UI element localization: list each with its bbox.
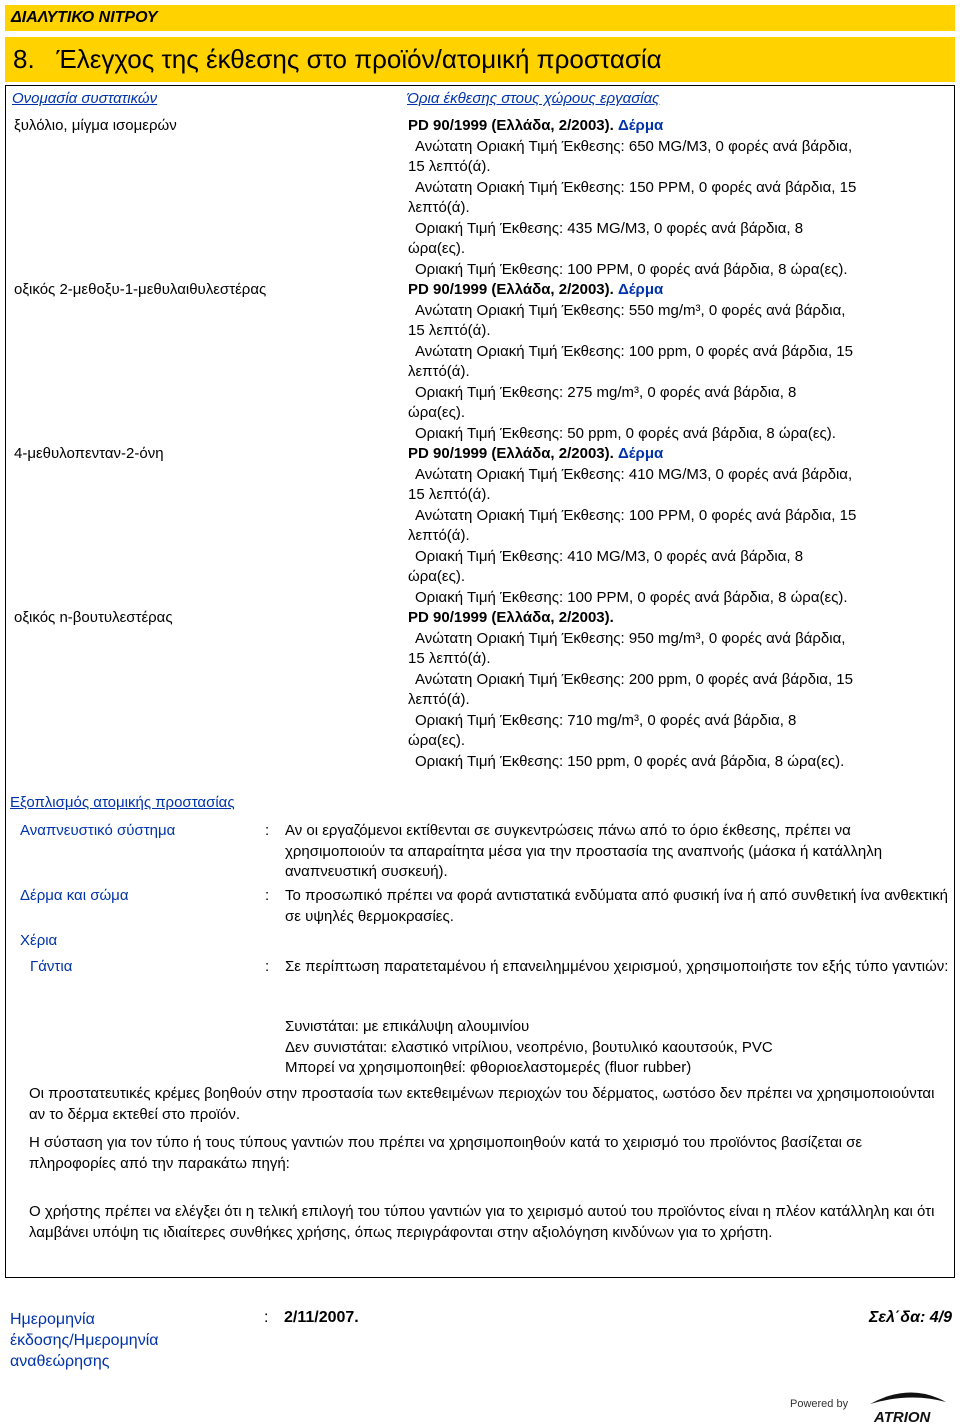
footer-date-label: Ημερομηνία έκδοσης/Ημερομηνία αναθεώρησης (10, 1311, 159, 1370)
document-title: ΔΙΑΛΥΤΙΚΟ ΝΙΤΡΟΥ (11, 9, 158, 26)
limit-line: Οριακή Τιμή Έκθεσης: 100 PPM, 0 φορές ανά βάρδια, 8 ώρα(ες). (415, 260, 848, 278)
limit-line: λεπτό(ά). (408, 363, 470, 380)
limit-line: Οριακή Τιμή Έκθεσης: 100 PPM, 0 φορές ανά βάρδια, 8 ώρα(ες). (415, 588, 848, 606)
section-header (5, 37, 955, 82)
limit-line: ώρα(ες). (408, 568, 465, 585)
component-name: ξυλόλιο, μίγμα ισομερών (14, 117, 177, 134)
document-title-bar (5, 5, 955, 31)
limit-line: Ανώτατη Οριακή Τιμή Έκθεσης: 650 MG/M3, 0 φορές ανά βάρδια, (415, 137, 853, 155)
page-number: Σελ΄δα: 4/9 (868, 1309, 952, 1326)
limit-line: 15 λεπτό(ά). (408, 158, 491, 175)
skin-text: Το προσωπικό πρέπει να φορά αντιστατικά ενδύματα από φυσική ίνα ή από συνθετική ίνα ανθεκτική σε υψηλές θερμοκρασίες. (285, 887, 948, 925)
paragraph-user-check: Ο χρήστης πρέπει να ελέγξει ότι η τελική επιλογή του τύπου γαντιών για το χειρισμό αυτού του προϊόντος είναι η πλέον κατάλληλη και ότι λαμβάνει υπόψη τις ιδιαίτερες συνθήκες χρήσης, όπως περιγράφονται στην αξιολόγηση κινδύνων για το χρήστη. (29, 1203, 935, 1241)
limit-regulation: PD 90/1999 (Ελλάδα, 2/2003). Δέρμα (408, 281, 664, 298)
limit-line: ώρα(ες). (408, 732, 465, 749)
limit-line: 15 λεπτό(ά). (408, 650, 491, 667)
skin-label: Δέρμα και σώμα (20, 887, 129, 904)
footer-colon: : (264, 1309, 269, 1326)
limit-line: 15 λεπτό(ά). (408, 486, 491, 503)
limit-regulation: PD 90/1999 (Ελλάδα, 2/2003). Δέρμα (408, 445, 664, 462)
glove-recommended: Συνιστάται: με επικάλυψη αλουμινίου (285, 1018, 530, 1035)
glove-recommendations (285, 1017, 950, 1079)
logo-text: ATRION (874, 1409, 931, 1426)
hands-label: Χέρια (20, 932, 58, 949)
respiratory-text: Αν οι εργαζόμενοι εκτίθενται σε συγκεντρώσεις πάνω από το όριο έκθεσης, πρέπει να χρησιμοποιούν τα απαραίτητα μέσα για την προστασία της αναπνοής (μάσκα ή κατάλληλη αναπνευστική συσκευή). (285, 822, 883, 880)
atrion-logo-icon (830, 1388, 950, 1426)
ppe-title: Εξοπλισμός ατομικής προστασίας (10, 794, 235, 811)
exposure-limits (408, 116, 948, 280)
limit-line: λεπτό(ά). (408, 199, 470, 216)
component-name: οξικός 2-μεθοξυ-1-μεθυλαιθυλεστέρας (14, 281, 267, 298)
limit-line: ώρα(ες). (408, 404, 465, 421)
limit-line: Ανώτατη Οριακή Τιμή Έκθεσης: 950 mg/m³, 0 φορές ανά βάρδια, (415, 629, 846, 647)
limit-line: Οριακή Τιμή Έκθεσης: 410 MG/M3, 0 φορές ανά βάρδια, 8 (415, 547, 804, 565)
colon: : (265, 887, 270, 904)
component-name: οξικός n-βουτυλεστέρας (14, 609, 173, 626)
limit-line: Οριακή Τιμή Έκθεσης: 50 ppm, 0 φορές ανά βάρδια, 8 ώρα(ες). (415, 424, 836, 442)
limit-line: Οριακή Τιμή Έκθεσης: 435 MG/M3, 0 φορές ανά βάρδια, 8 (415, 219, 804, 237)
limit-line: 15 λεπτό(ά). (408, 322, 491, 339)
exposure-limits (408, 608, 948, 772)
paragraph-protective-creams: Οι προστατευτικές κρέμες βοηθούν στην προστασία των εκτεθειμένων περιοχών του δέρματος, ωστόσο δεν πρέπει να χρησιμοποιούνται αν το δέρμα εκτεθεί στο προϊόν. (29, 1085, 935, 1123)
section-title (13, 44, 662, 75)
limit-line: Οριακή Τιμή Έκθεσης: 150 ppm, 0 φορές ανά βάρδια, 8 ώρα(ες). (415, 752, 845, 770)
footer-date-value: 2/11/2007. (284, 1309, 359, 1326)
limit-line: λεπτό(ά). (408, 691, 470, 708)
glove-not-recommended: Δεν συνιστάται: ελαστικό νιτρίλιου, νεοπρένιο, βουτυλικό καουτσούκ, PVC (285, 1038, 773, 1056)
limit-line: ώρα(ες). (408, 240, 465, 257)
respiratory-label: Αναπνευστικό σύστημα (20, 822, 176, 839)
colon: : (265, 958, 270, 975)
limit-line: Οριακή Τιμή Έκθεσης: 710 mg/m³, 0 φορές ανά βάρδια, 8 (415, 711, 797, 729)
col-header-limits: Όρια έκθεσης στους χώρους εργασίας (407, 90, 660, 107)
limit-line: Ανώτατη Οριακή Τιμή Έκθεσης: 410 MG/M3, 0 φορές ανά βάρδια, (415, 465, 853, 483)
col-header-component: Ονομασία συστατικών (12, 90, 158, 107)
exposure-limits (408, 280, 948, 444)
section-number: 8. (13, 44, 35, 74)
glove-may-use: Μπορεί να χρησιμοποιηθεί: φθοριοελαστομερές (fluor rubber) (285, 1059, 692, 1076)
paragraph-glove-source: Η σύσταση για τον τύπο ή τους τύπους γαντιών που πρέπει να χρησιμοποιηθούν κατά το χειρισμό του προϊόντος βασίζεται σε πληροφορίες από την παρακάτω πηγή: (29, 1134, 863, 1172)
limit-regulation: PD 90/1999 (Ελλάδα, 2/2003). Δέρμα (408, 117, 664, 134)
gloves-label: Γάντια (30, 958, 73, 975)
limit-line: Ανώτατη Οριακή Τιμή Έκθεσης: 550 mg/m³, 0 φορές ανά βάρδια, (415, 301, 846, 319)
limit-line: Ανώτατη Οριακή Τιμή Έκθεσης: 100 PPM, 0 φορές ανά βάρδια, 15 (415, 506, 857, 524)
gloves-text: Σε περίπτωση παρατεταμένου ή επανειλημμένου χειρισμού, χρησιμοποιήστε τον εξής τύπο γαντιών: (285, 958, 949, 975)
exposure-limits (408, 444, 948, 608)
limit-line: Ανώτατη Οριακή Τιμή Έκθεσης: 200 ppm, 0 φορές ανά βάρδια, 15 (415, 670, 853, 688)
component-name: 4-μεθυλοπενταν-2-όνη (14, 445, 164, 462)
limit-regulation: PD 90/1999 (Ελλάδα, 2/2003). (408, 609, 614, 626)
powered-by-text: Powered by (790, 1398, 849, 1410)
colon: : (265, 822, 270, 839)
section-title-text: Έλεγχος της έκθεσης στο προϊόν/ατομική προστασία (56, 44, 662, 74)
limit-line: Οριακή Τιμή Έκθεσης: 275 mg/m³, 0 φορές ανά βάρδια, 8 (415, 383, 797, 401)
limit-line: λεπτό(ά). (408, 527, 470, 544)
limit-line: Ανώτατη Οριακή Τιμή Έκθεσης: 150 PPM, 0 φορές ανά βάρδια, 15 (415, 178, 857, 196)
limit-line: Ανώτατη Οριακή Τιμή Έκθεσης: 100 ppm, 0 φορές ανά βάρδια, 15 (415, 342, 853, 360)
